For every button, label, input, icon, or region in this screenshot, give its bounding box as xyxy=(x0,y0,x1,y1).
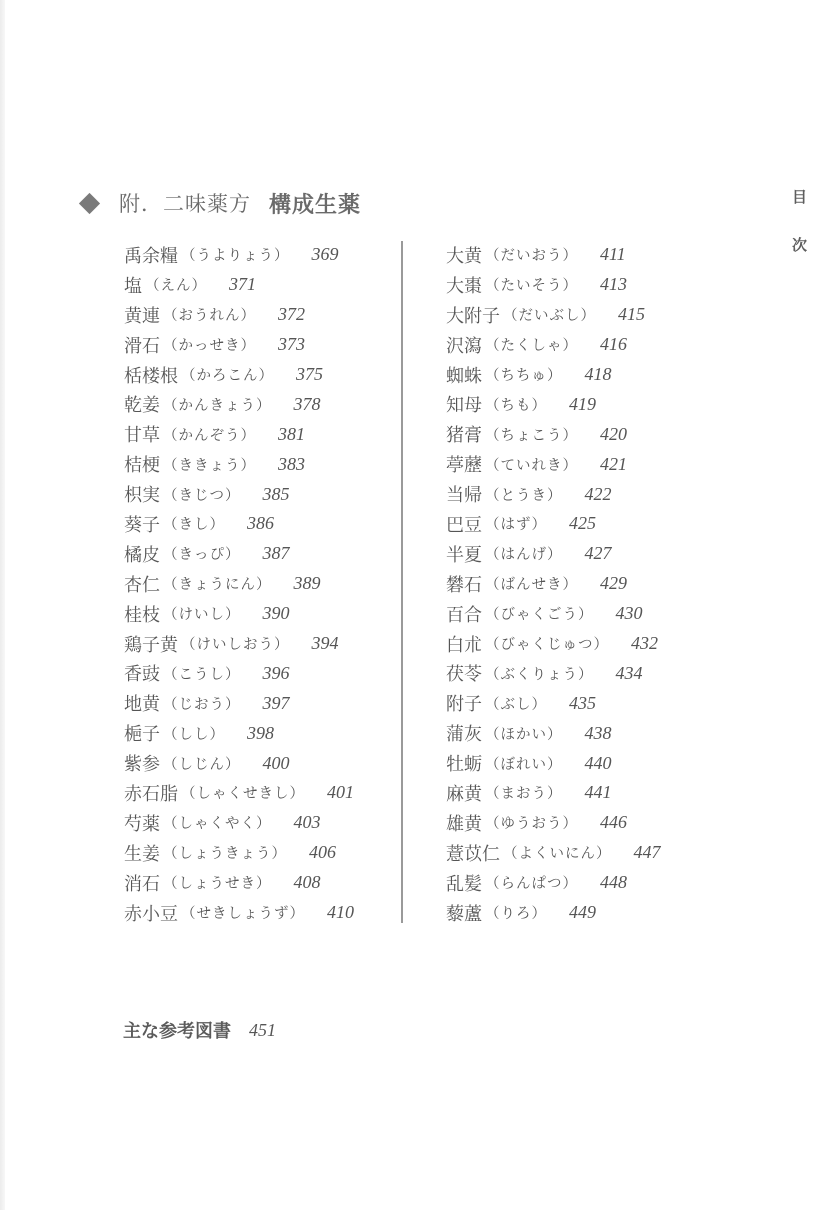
toc-entry[interactable] xyxy=(446,599,661,629)
herb-reading: （かっせき） xyxy=(163,338,256,355)
herb-name: 香豉 xyxy=(124,664,160,686)
herb-reading: （しょうきょう） xyxy=(163,846,287,863)
toc-entry[interactable] xyxy=(124,629,354,659)
page-number: 375 xyxy=(296,364,323,384)
herb-name: 禹余糧 xyxy=(124,245,178,267)
references-label: 主な参考図書 xyxy=(123,1021,231,1042)
toc-entry[interactable] xyxy=(446,868,661,898)
toc-entry[interactable] xyxy=(446,270,661,300)
references-page-number: 451 xyxy=(249,1019,276,1040)
herb-name: 桂枝 xyxy=(124,604,160,626)
toc-entry[interactable] xyxy=(124,569,354,599)
page-number: 387 xyxy=(262,543,290,564)
page-number: 410 xyxy=(327,902,354,923)
herb-name: 藜蘆 xyxy=(446,903,482,925)
herb-reading: （きじつ） xyxy=(163,487,241,504)
herb-reading: （しゃくせきし） xyxy=(181,786,305,803)
herb-reading: （びゃくごう） xyxy=(485,607,594,624)
herb-name: 枳実 xyxy=(124,485,160,507)
herb-name: 蜘蛛 xyxy=(446,365,482,387)
herb-name: 大棗 xyxy=(446,275,482,297)
toc-entry[interactable] xyxy=(446,688,661,718)
herb-reading: （たくしゃ） xyxy=(485,338,578,355)
toc-entry[interactable] xyxy=(124,360,354,390)
herb-reading: （しじん） xyxy=(163,756,241,773)
toc-entry[interactable] xyxy=(446,509,661,539)
toc-entry[interactable] xyxy=(124,808,354,838)
herb-reading: （しゃくやく） xyxy=(163,816,272,833)
section-header xyxy=(78,186,361,220)
toc-entry[interactable] xyxy=(124,240,354,270)
herb-reading: （らんぱつ） xyxy=(485,876,578,893)
herb-reading: （たいそう） xyxy=(485,278,578,295)
herb-reading: （りろ） xyxy=(485,906,547,923)
herb-reading: （ちょこう） xyxy=(485,427,578,444)
herb-reading: （はんげ） xyxy=(485,547,563,564)
herb-reading: （はず） xyxy=(485,517,547,534)
herb-name: 紫参 xyxy=(124,754,160,776)
page-number: 401 xyxy=(327,782,354,803)
herb-name: 沢瀉 xyxy=(446,335,482,357)
herb-reading: （びゃくじゅつ） xyxy=(485,637,609,654)
page-number: 373 xyxy=(278,334,305,355)
herb-reading: （しし） xyxy=(163,726,225,743)
herb-name: 地黄 xyxy=(124,694,160,716)
toc-entry[interactable] xyxy=(446,808,661,838)
toc-entry[interactable] xyxy=(446,479,661,509)
toc-entry[interactable] xyxy=(446,629,661,659)
toc-entry[interactable] xyxy=(446,300,661,330)
page-number: 383 xyxy=(278,453,305,474)
herb-name: 百合 xyxy=(446,604,482,626)
page-number: 432 xyxy=(631,633,658,654)
toc-entry[interactable] xyxy=(446,360,661,390)
page-number: 441 xyxy=(584,782,612,803)
side-label-ji: 次 xyxy=(792,236,808,254)
herb-name: 白朮 xyxy=(446,634,482,656)
toc-entry[interactable] xyxy=(446,569,661,599)
page-number: 422 xyxy=(584,483,612,504)
herb-name: 杏仁 xyxy=(124,574,160,596)
herb-name: 生姜 xyxy=(124,843,160,865)
herb-reading: （きし） xyxy=(163,517,225,534)
page-number: 403 xyxy=(293,812,321,833)
page-number: 430 xyxy=(615,603,643,624)
toc-entry[interactable] xyxy=(124,479,354,509)
herb-name: 礬石 xyxy=(446,574,482,596)
page-number: 420 xyxy=(600,423,627,444)
page-number: 390 xyxy=(262,603,290,624)
diamond-bullet-icon xyxy=(79,192,100,213)
column-divider xyxy=(401,241,403,923)
page-number: 440 xyxy=(584,752,612,773)
toc-entry[interactable] xyxy=(124,509,354,539)
herb-name: 赤石脂 xyxy=(124,783,178,805)
page-number: 418 xyxy=(584,364,612,384)
page-number: 386 xyxy=(247,513,274,534)
herb-reading: （おうれん） xyxy=(163,308,256,325)
toc-entry[interactable] xyxy=(124,898,354,928)
toc-left-column xyxy=(124,240,354,927)
page-number: 448 xyxy=(600,872,627,893)
page-number: 396 xyxy=(262,662,290,683)
herb-name: 滑石 xyxy=(124,335,160,357)
herb-reading: （こうし） xyxy=(163,666,241,683)
page-number: 381 xyxy=(278,423,305,444)
side-label-moku: 目 xyxy=(792,188,808,206)
toc-entry[interactable] xyxy=(446,330,661,360)
toc-right-column xyxy=(446,240,661,927)
herb-name: 大附子 xyxy=(446,305,500,327)
herb-name: 薏苡仁 xyxy=(446,843,500,865)
herb-reading: （けいし） xyxy=(163,607,241,624)
herb-name: 消石 xyxy=(124,873,160,895)
toc-entry[interactable] xyxy=(446,449,661,479)
page-number: 398 xyxy=(247,722,274,743)
herb-name: 巴豆 xyxy=(446,514,482,536)
page-number: 411 xyxy=(600,244,626,265)
toc-entry[interactable] xyxy=(446,898,661,928)
herb-reading: （とうき） xyxy=(485,487,563,504)
toc-entry[interactable] xyxy=(124,599,354,629)
toc-entry[interactable] xyxy=(446,658,661,688)
herb-name: 雄黄 xyxy=(446,813,482,835)
herb-name: 塩 xyxy=(124,275,142,297)
page-number: 371 xyxy=(229,274,256,295)
herb-reading: （だいぶし） xyxy=(503,308,596,325)
toc-entry[interactable] xyxy=(446,419,661,449)
toc-entry[interactable] xyxy=(124,718,354,748)
toc-entry[interactable] xyxy=(446,748,661,778)
toc-entry[interactable] xyxy=(124,389,354,419)
toc-entry[interactable] xyxy=(446,240,661,270)
page-number: 416 xyxy=(600,334,627,355)
herb-name: 乾姜 xyxy=(124,395,160,417)
herb-name: 甘草 xyxy=(124,425,160,447)
toc-entry[interactable] xyxy=(124,838,354,868)
herb-reading: （うよりょう） xyxy=(181,248,290,265)
toc-entry[interactable] xyxy=(446,539,661,569)
page-number: 427 xyxy=(584,543,612,564)
herb-name: 葵子 xyxy=(124,514,160,536)
herb-name: 桔梗 xyxy=(124,455,160,477)
page-number: 435 xyxy=(569,692,596,713)
page-number: 447 xyxy=(633,842,661,863)
herb-name: 茯苓 xyxy=(446,664,482,686)
references-entry[interactable] xyxy=(123,1017,276,1043)
toc-entry[interactable] xyxy=(446,838,661,868)
toc-entry[interactable] xyxy=(446,778,661,808)
page-number: 425 xyxy=(569,513,596,534)
toc-entry[interactable] xyxy=(124,658,354,688)
toc-entry[interactable] xyxy=(124,688,354,718)
herb-reading: （ぶくりょう） xyxy=(485,666,594,683)
herb-reading: （かろこん） xyxy=(181,368,274,384)
page-number: 413 xyxy=(600,274,627,295)
toc-entry[interactable] xyxy=(124,330,354,360)
herb-reading: （えん） xyxy=(145,278,207,295)
herb-reading: （まおう） xyxy=(485,786,563,803)
section-prefix: 附．二味薬方 xyxy=(119,192,251,216)
herb-reading: （きょうにん） xyxy=(163,577,272,594)
toc-entry[interactable] xyxy=(124,419,354,449)
herb-reading: （ききょう） xyxy=(163,457,256,474)
page-number: 389 xyxy=(293,573,321,594)
page-number: 378 xyxy=(293,393,321,414)
herb-reading: （きっぴ） xyxy=(163,547,241,564)
herb-name: 赤小豆 xyxy=(124,903,178,925)
page-number: 415 xyxy=(618,304,645,325)
toc-entry[interactable] xyxy=(124,300,354,330)
herb-reading: （ばんせき） xyxy=(485,577,578,594)
page-number: 421 xyxy=(600,453,627,474)
toc-entry[interactable] xyxy=(124,270,354,300)
toc-entry[interactable] xyxy=(124,539,354,569)
page-number: 449 xyxy=(569,902,596,923)
page-number: 429 xyxy=(600,573,627,594)
herb-reading: （よくいにん） xyxy=(503,846,612,863)
page-number: 400 xyxy=(262,752,290,773)
toc-entry[interactable] xyxy=(446,389,661,419)
toc-entry[interactable] xyxy=(124,748,354,778)
herb-name: 乱髪 xyxy=(446,873,482,895)
herb-reading: （ぶし） xyxy=(485,696,547,713)
herb-name: 葶藶 xyxy=(446,455,482,477)
herb-reading: （ていれき） xyxy=(485,457,578,474)
page-number: 394 xyxy=(311,633,339,654)
toc-entry[interactable] xyxy=(446,718,661,748)
herb-name: 猪膏 xyxy=(446,425,482,447)
toc-entry[interactable] xyxy=(124,868,354,898)
herb-name: 芍薬 xyxy=(124,813,160,835)
herb-reading: （ほかい） xyxy=(485,726,563,743)
herb-reading: （かんぞう） xyxy=(163,427,256,444)
herb-name: 当帰 xyxy=(446,485,482,507)
herb-name: 蒲灰 xyxy=(446,724,482,746)
herb-reading: （ぼれい） xyxy=(485,756,563,773)
herb-reading: （かんきょう） xyxy=(163,397,272,414)
toc-entry[interactable] xyxy=(124,449,354,479)
page-number: 434 xyxy=(615,662,643,683)
herb-reading: （せきしょうず） xyxy=(181,906,305,923)
herb-reading: （ゆうおう） xyxy=(485,816,578,833)
herb-name: 麻黄 xyxy=(446,783,482,805)
herb-reading: （だいおう） xyxy=(485,248,578,265)
herb-name: 栝楼根 xyxy=(124,365,178,387)
herb-reading: （けいしおう） xyxy=(181,637,290,654)
herb-name: 大黄 xyxy=(446,245,482,267)
section-title: 構成生薬 xyxy=(269,192,362,218)
toc-entry[interactable] xyxy=(124,778,354,808)
page-number: 446 xyxy=(600,812,627,833)
page-number: 406 xyxy=(309,842,336,863)
herb-reading: （ちちゅ） xyxy=(485,368,563,384)
page-number: 397 xyxy=(262,692,290,713)
herb-name: 鶏子黄 xyxy=(124,634,178,656)
herb-name: 橘皮 xyxy=(124,544,160,566)
page-number: 438 xyxy=(584,722,612,743)
herb-reading: （しょうせき） xyxy=(163,876,272,893)
herb-name: 附子 xyxy=(446,694,482,716)
herb-name: 梔子 xyxy=(124,724,160,746)
page-number: 372 xyxy=(278,304,305,325)
herb-name: 牡蛎 xyxy=(446,754,482,776)
herb-name: 半夏 xyxy=(446,544,482,566)
page-number: 408 xyxy=(293,872,321,893)
page-number: 419 xyxy=(569,393,596,414)
page-edge xyxy=(0,0,5,1210)
herb-reading: （じおう） xyxy=(163,696,241,713)
herb-name: 知母 xyxy=(446,395,482,417)
herb-name: 黄連 xyxy=(124,305,160,327)
page-number: 369 xyxy=(311,244,339,265)
herb-reading: （ちも） xyxy=(485,397,547,414)
page-number: 385 xyxy=(262,483,290,504)
